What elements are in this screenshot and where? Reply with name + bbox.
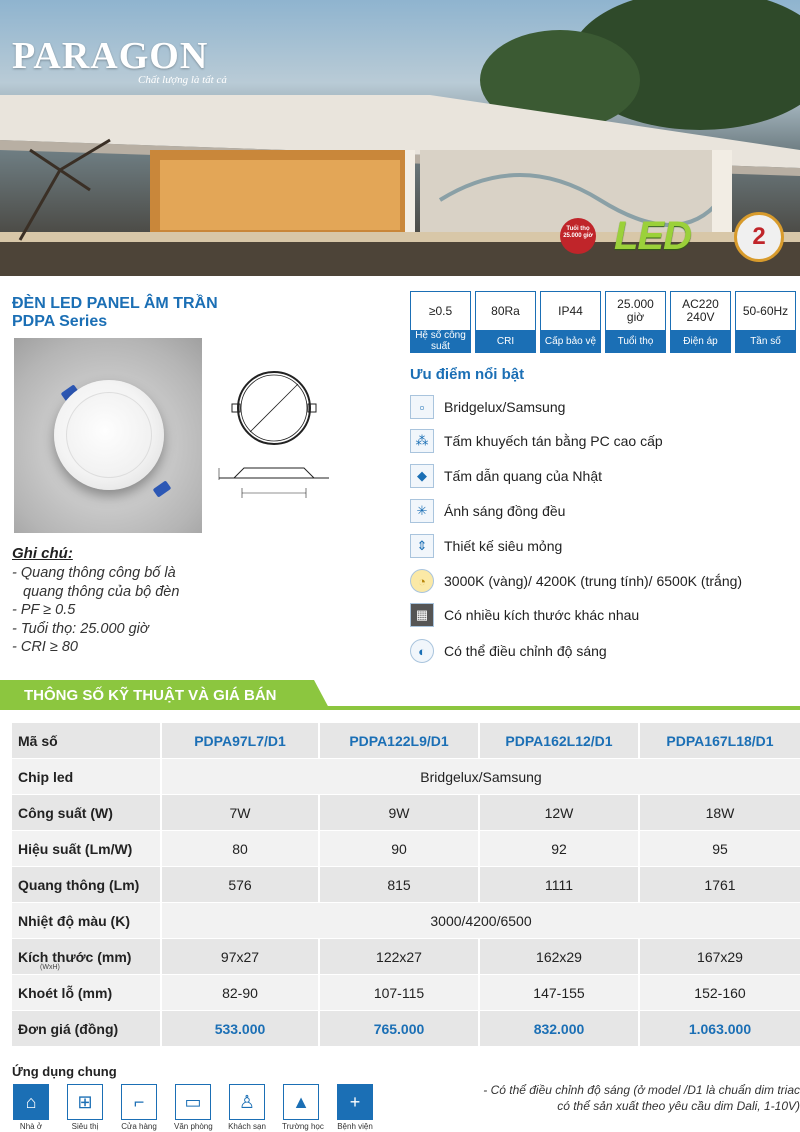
led-logo: LED: [614, 214, 691, 258]
cell-value: 80: [162, 831, 318, 866]
feature-item: ◆ Tấm dẫn quang của Nhật: [410, 463, 602, 489]
application-item: ♙ Khách sạn: [228, 1084, 266, 1131]
feature-item: ✳ Ánh sáng đồng đều: [410, 498, 565, 524]
note-line: - Tuổi thọ: 25.000 giờ: [12, 620, 149, 637]
graduation-cap-icon: ▲: [283, 1084, 319, 1120]
application-item: ⊞ Siêu thị: [66, 1084, 104, 1131]
feature-item: ◐ Có thể điều chỉnh độ sáng: [410, 638, 607, 664]
table-row: [12, 831, 800, 867]
note-line: - Quang thông công bố là: [12, 565, 176, 581]
lifetime-badge: Tuổi thọ 25.000 giờ: [560, 218, 596, 254]
cell-value: 97x27: [162, 939, 318, 974]
price-value: 1.063.000: [640, 1011, 800, 1046]
product-series: PDPA Series: [12, 313, 108, 330]
cell-value: 7W: [162, 795, 318, 830]
table-row: [12, 903, 800, 939]
row-label: Kích thước (mm) (WxH): [12, 939, 160, 974]
feature-item: ▦ Có nhiều kích thước khác nhau: [410, 602, 639, 628]
table-header-row: [12, 723, 800, 759]
price-value: 832.000: [480, 1011, 638, 1046]
product-title: ĐÈN LED PANEL ÂM TRẦN: [12, 295, 218, 312]
model-code: PDPA97L7/D1: [162, 723, 318, 758]
feature-item: ◔ 3000K (vàng)/ 4200K (trung tính)/ 6500K (trắng): [410, 568, 742, 594]
notes-list: [12, 564, 272, 657]
price-value: 765.000: [320, 1011, 478, 1046]
spec-ip-rating: IP44 Cấp bảo vệ: [540, 291, 601, 353]
hero-banner: [0, 0, 800, 276]
cell-value: 92: [480, 831, 638, 866]
cell-value: 147-155: [480, 975, 638, 1010]
mounting-clip: [153, 480, 172, 497]
features-title: Ưu điểm nổi bật: [410, 366, 525, 383]
spec-voltage: AC220 240V Điện áp: [670, 291, 731, 353]
application-item: ▭ Văn phòng: [174, 1084, 212, 1131]
application-item: ⌂ Nhà ở: [12, 1084, 50, 1131]
feature-item: ⁂ Tấm khuyếch tán bằng PC cao cấp: [410, 428, 663, 454]
table-row: [12, 759, 800, 795]
table-row: [12, 867, 800, 903]
cell-value: 107-115: [320, 975, 478, 1010]
spec-frequency: 50-60Hz Tần số: [735, 291, 796, 353]
home-icon: ⌂: [13, 1084, 49, 1120]
feature-item: ▫ Bridgelux/Samsung: [410, 394, 565, 420]
row-label: Nhiệt độ màu (K): [12, 903, 160, 938]
section-title: THÔNG SỐ KỸ THUẬT VÀ GIÁ BÁN: [24, 687, 277, 704]
spec-cri: 80Ra CRI: [475, 291, 536, 353]
cell-value: 167x29: [640, 939, 800, 974]
row-label: Hiệu suất (Lm/W): [12, 831, 160, 866]
cell-value: 9W: [320, 795, 478, 830]
model-code: PDPA167L18/D1: [640, 723, 800, 758]
panel-lamp: [54, 380, 164, 490]
cell-value: 815: [320, 867, 478, 902]
footnote-line: - Có thể điều chỉnh độ sáng (ở model /D1 là chuẩn dim triac: [483, 1083, 800, 1097]
table-row: [12, 795, 800, 831]
notes-title: Ghi chú:: [12, 545, 73, 562]
cell-value: 12W: [480, 795, 638, 830]
hotel-bell-icon: ♙: [229, 1084, 265, 1120]
cell-value: 95: [640, 831, 800, 866]
brand-slogan: Chất lượng là tất cả: [138, 74, 227, 86]
cell-value: Bridgelux/Samsung: [162, 759, 800, 794]
section-header: [0, 680, 800, 710]
model-code: PDPA122L9/D1: [320, 723, 478, 758]
table-row: [12, 939, 800, 975]
hospital-cross-icon: +: [337, 1084, 373, 1120]
cell-value: 82-90: [162, 975, 318, 1010]
applications-list: [12, 1084, 374, 1131]
application-item: ⌐ Cửa hàng: [120, 1084, 158, 1131]
cell-value: 1111: [480, 867, 638, 902]
footnote-line: có thể sản xuất theo yêu cầu dim Dali, 1-10V): [557, 1099, 800, 1113]
table-row: [12, 975, 800, 1011]
spec-lifetime: 25.000 giờ Tuổi thọ: [605, 291, 666, 353]
high-heel-icon: ⌐: [121, 1084, 157, 1120]
product-photo: [14, 338, 202, 533]
cell-value: 1761: [640, 867, 800, 902]
row-label: Đơn giá (đồng): [12, 1011, 160, 1046]
spec-power-factor: ≥0.5 Hệ số công suất: [410, 291, 471, 353]
row-sublabel: (WxH): [40, 964, 60, 971]
feature-item: ⇕ Thiết kế siêu mỏng: [410, 533, 562, 559]
row-label: Khoét lỗ (mm): [12, 975, 160, 1010]
application-item: + Bệnh viện: [336, 1084, 374, 1131]
office-desk-icon: ▭: [175, 1084, 211, 1120]
light-spread-icon: ✳: [410, 499, 434, 523]
diffuser-icon: ⁂: [410, 429, 434, 453]
row-label: Công suất (W): [12, 795, 160, 830]
diamond-icon: ◆: [410, 464, 434, 488]
spec-boxes: [410, 291, 800, 353]
technical-drawing: [214, 368, 340, 538]
slim-design-icon: ⇕: [410, 534, 434, 558]
note-line: - PF ≥ 0.5: [12, 602, 76, 619]
table-row: [12, 1011, 800, 1047]
note-line: quang thông của bộ đèn: [23, 583, 180, 600]
applications-title: Ứng dụng chung: [12, 1064, 117, 1079]
header-label: Mã số: [12, 723, 160, 758]
row-label: Quang thông (Lm): [12, 867, 160, 902]
spec-price-table: [12, 723, 800, 1047]
model-code: PDPA162L12/D1: [480, 723, 638, 758]
warranty-badge: 2: [734, 212, 784, 262]
cell-value: 576: [162, 867, 318, 902]
row-label: Chip led: [12, 759, 160, 794]
dimming-footnote: [400, 1082, 800, 1114]
cell-value: 122x27: [320, 939, 478, 974]
price-value: 533.000: [162, 1011, 318, 1046]
cell-value: 152-160: [640, 975, 800, 1010]
brand-logo: PARAGON: [12, 35, 209, 77]
color-temperature-icon: ◔: [410, 569, 434, 593]
chip-icon: ▫: [410, 395, 434, 419]
size-grid-icon: ▦: [410, 603, 434, 627]
cell-value: 162x29: [480, 939, 638, 974]
note-line: - CRI ≥ 80: [12, 639, 78, 656]
cell-value: 18W: [640, 795, 800, 830]
application-item: ▲ Trường học: [282, 1084, 320, 1131]
cell-value: 3000/4200/6500: [162, 903, 800, 938]
cell-value: 90: [320, 831, 478, 866]
shopping-cart-icon: ⊞: [67, 1084, 103, 1120]
dimmer-icon: ◐: [410, 639, 434, 663]
